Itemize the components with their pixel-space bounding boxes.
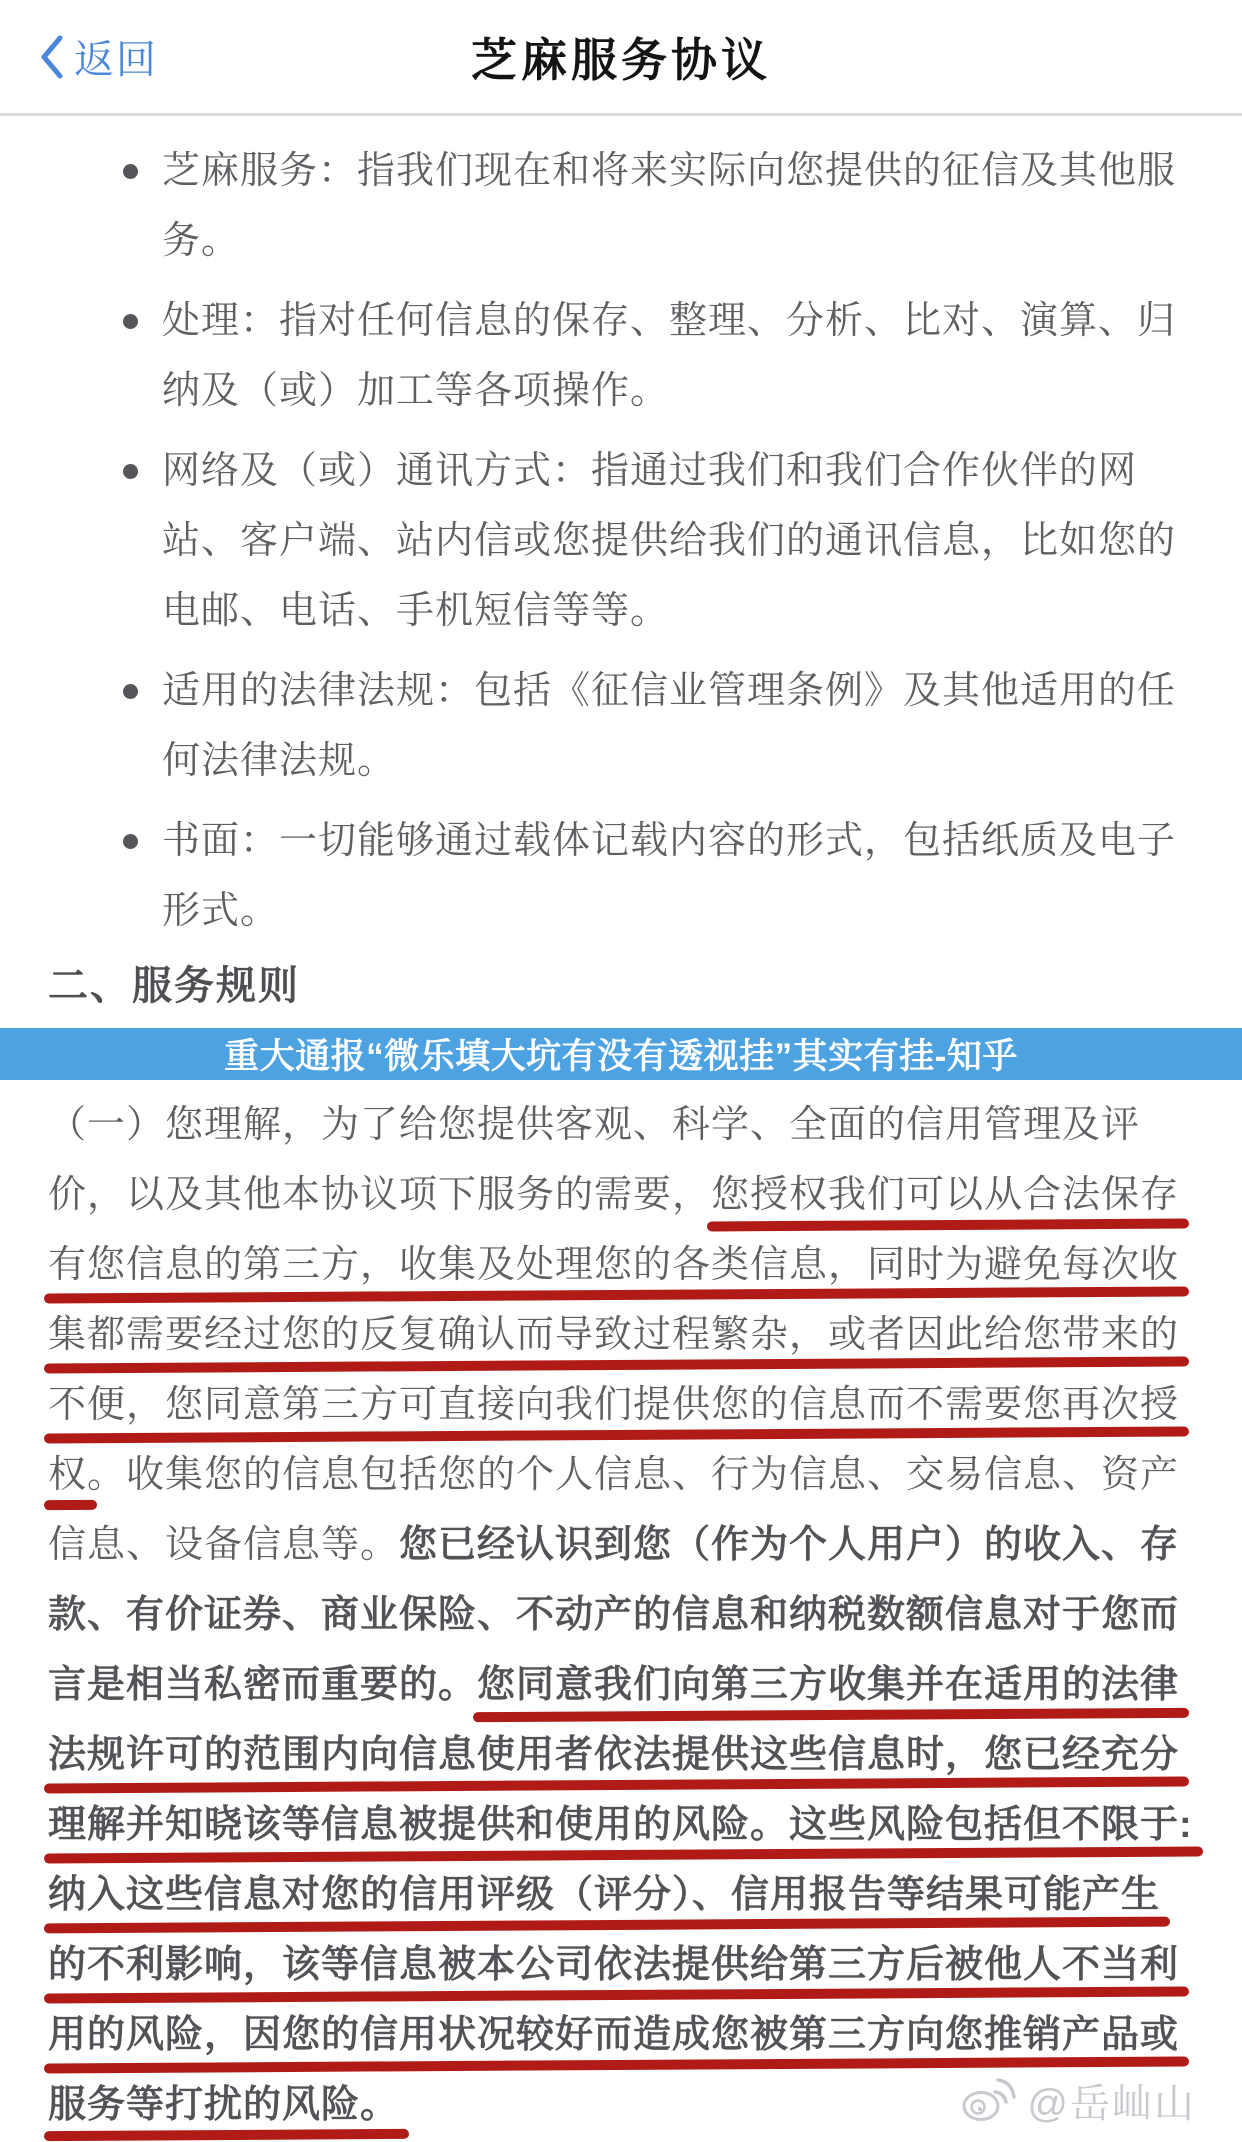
definition-body <box>162 656 1180 796</box>
paragraph-line <box>48 1230 1180 1300</box>
definition-line: 形式。 <box>162 890 280 932</box>
definition-line: 务。 <box>162 220 241 262</box>
paragraph-line <box>48 1790 1193 1860</box>
paragraph-line <box>48 1720 1180 1790</box>
red-underlined-text: 您同意我们向第三方收集并在适用的法律 <box>477 1650 1179 1720</box>
text-segment: 信息、设备信息等。 <box>48 1524 400 1566</box>
definition-line: 芝麻服务：指我们现在和将来实际向您提供的征信及其他服 <box>162 150 1177 192</box>
bullet-dot-icon <box>123 164 138 179</box>
navbar <box>0 0 1242 116</box>
text-segment: （一）您理解，为了给您提供客观、科学、全面的信用管理及评 <box>48 1104 1141 1146</box>
bullet-dot-icon <box>123 464 138 479</box>
definition-line: 电邮、电话、手机短信等等。 <box>162 590 670 632</box>
section-heading: 二、服务规则 <box>48 964 300 1008</box>
red-underlined-text: 服务等打扰的风险。 <box>48 2070 399 2140</box>
definition-line: 网络及（或）通讯方式：指通过我们和我们合作伙伴的网 <box>162 450 1138 492</box>
red-underlined-text: 用的风险，因您的信用状况较好而造成您被第三方向您推销产品或 <box>48 2000 1179 2070</box>
red-underlined-text: 集都需要经过您的反复确认而导致过程繁杂，或者因此给您带来的 <box>48 1300 1179 1370</box>
definition-item <box>123 286 1180 426</box>
paragraph-line <box>48 1860 1180 1930</box>
back-chevron-icon <box>40 35 64 79</box>
definition-body <box>162 806 1180 946</box>
paragraph-line <box>48 1650 1180 1720</box>
bullet-dot-icon <box>123 684 138 699</box>
spam-overlay-banner[interactable] <box>0 1028 1242 1080</box>
text-segment: 。收集您的信息包括您的个人信息、行为信息、交易信息、资产 <box>87 1454 1180 1496</box>
definition-item <box>123 436 1180 646</box>
paragraph-line <box>48 2000 1180 2070</box>
definition-line: 书面：一切能够通过载体记载内容的形式，包括纸质及电子 <box>162 820 1177 862</box>
watermark <box>957 2071 1196 2130</box>
paragraph-line <box>48 1300 1180 1370</box>
red-underlined-text: 不便，您同意第三方可直接向我们提供您的信息而不需要您再次授 <box>48 1370 1179 1440</box>
service-rules-paragraph <box>48 1090 1193 2140</box>
bullet-dot-icon <box>123 314 138 329</box>
paragraph-line <box>48 1580 1180 1650</box>
paragraph-line <box>48 1510 1180 1580</box>
definition-body <box>162 136 1180 276</box>
text-segment: 您已经认识到您（作为个人用户）的收入、存 <box>399 1524 1180 1566</box>
paragraph-line <box>48 1090 1180 1160</box>
red-underlined-text: 法规许可的范围内向信息使用者依法提供这些信息时，您已经充分 <box>48 1720 1179 1790</box>
text-segment: 价，以及其他本协议项下服务的需要， <box>48 1174 712 1216</box>
bullet-dot-icon <box>123 834 138 849</box>
page-title: 芝麻服务协议 <box>471 33 771 86</box>
paragraph-line <box>48 1370 1180 1440</box>
back-button[interactable] <box>40 0 158 113</box>
text-segment: 款、有价证券、商业保险、不动产的信息和纳税数额信息对于您而 <box>48 1594 1180 1636</box>
spam-overlay-banner-text: 重大通报“微乐填大坑有没有透视挂”其实有挂-知乎 <box>224 1037 1018 1076</box>
definition-body <box>162 436 1180 646</box>
definition-line: 站、客户端、站内信或您提供给我们的通讯信息，比如您的 <box>162 520 1177 562</box>
definition-body <box>162 286 1180 426</box>
definition-line: 纳及（或）加工等各项操作。 <box>162 370 670 412</box>
definition-line: 处理：指对任何信息的保存、整理、分析、比对、演算、归 <box>162 300 1177 342</box>
paragraph-line <box>48 1930 1180 2000</box>
paragraph-line <box>48 1160 1180 1230</box>
paragraph-line <box>48 1440 1180 1510</box>
watermark-handle: @岳屾山 <box>1027 2082 1196 2126</box>
agreement-content <box>0 116 1242 2140</box>
red-underlined-text: 有您信息的第三方，收集及处理您的各类信息，同时为避免每次收 <box>48 1230 1179 1300</box>
definition-line: 何法律法规。 <box>162 740 397 782</box>
red-underlined-text: 您授权我们可以从合法保存 <box>711 1160 1179 1230</box>
definition-item <box>123 806 1180 946</box>
text-segment: 言是相当私密而重要的。 <box>48 1664 478 1706</box>
weibo-icon <box>957 2071 1017 2130</box>
definition-line: 适用的法律法规：包括《征信业管理条例》及其他适用的任 <box>162 670 1177 712</box>
red-underlined-text: 理解并知晓该等信息被提供和使用的风险。这些风险包括但不限于: <box>48 1790 1193 1860</box>
red-underlined-text: 纳入这些信息对您的信用评级（评分）、信用报告等结果可能产生 <box>48 1860 1160 1930</box>
definition-item <box>123 656 1180 796</box>
definitions-list <box>48 136 1180 946</box>
red-underlined-text: 的不利影响，该等信息被本公司依法提供给第三方后被他人不当利 <box>48 1930 1179 2000</box>
red-underlined-text: 权 <box>48 1440 87 1510</box>
back-button-label: 返回 <box>74 38 158 82</box>
definition-item <box>123 136 1180 276</box>
